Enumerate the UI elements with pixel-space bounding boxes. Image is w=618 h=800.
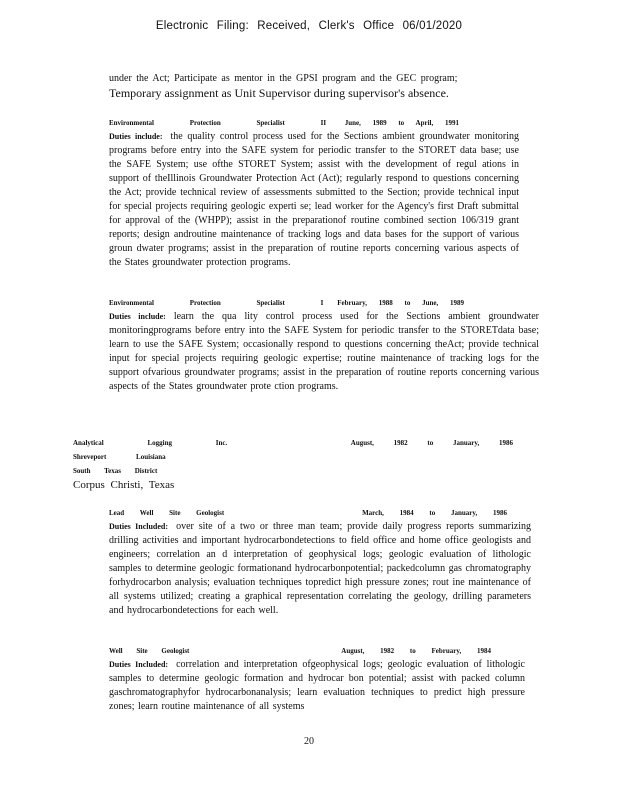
job-title: Lead Well Site Geologist: [109, 509, 225, 517]
intro-block: [109, 72, 501, 101]
job-title: Environmental Protection Specialist II: [109, 119, 327, 127]
employer-dates: August, 1982 to January, 1986: [350, 439, 513, 447]
job-entry-lead-geologist: [109, 506, 531, 618]
duties-text: correlation and interpretation ofgeophysical logs; geologic evaluation of lithologic samples to determine geologic formation and hydrocar bon potential; assist with packed column gaschromatographyfor hydrocarbonanalysis; learn evaluation techniques to predict high pressure zones; learn routine maintenance of all systems: [109, 659, 525, 712]
job-title: Environmental Protection Specialist I: [109, 299, 324, 307]
duties-label: Duties Included:: [109, 522, 169, 531]
intro-line-2: Temporary assignment as Unit Supervisor during supervisor's absence.: [109, 86, 449, 100]
duties-text: over site of a two or three man team; provide daily progress reports summarizing drilling activities and important hydrocarbondetections to field office and home office geologists and engineers; correlation an d interpretation of geophysical logs; geologic evaluation of lithologic samples to determine geologic formationand hydrocarbonpotential; packedcolumn gas chromatography forhydrocarbon analysis; evaluation techniques topredict high pressure zones; rout ine maintenance of all systems utilized; creating a graphical representation correlating the geology, drilling parameters and hydrocarbondetections for each well.: [109, 521, 531, 616]
intro-line-1: under the Act; Participate as mentor in the GPSI program and the GEC program;: [109, 73, 458, 84]
job-dates: February, 1988 to June, 1989: [337, 299, 464, 307]
job-entry-eps1: [109, 296, 539, 394]
job-dates: June, 1989 to April, 1991: [344, 119, 459, 127]
employer-block: [73, 436, 513, 492]
job-dates: August, 1982 to February, 1984: [341, 647, 491, 655]
job-entry-well-site-geologist: [109, 644, 525, 714]
employer-address-1: Shreveport Louisiana: [73, 453, 166, 461]
duties-label: Duties include:: [109, 132, 163, 141]
job-title: Well Site Geologist: [109, 647, 190, 655]
filing-header: Electronic Filing: Received, Clerk's Office 06/01/2020: [155, 20, 463, 32]
job-entry-eps2: [109, 116, 519, 270]
duties-label: Duties include:: [109, 312, 166, 321]
employer-name: Analytical Logging Inc.: [73, 439, 228, 447]
employer-address-2: South Texas District: [73, 467, 158, 475]
page-number: 20: [304, 736, 314, 747]
job-dates: March, 1984 to January, 1986: [362, 509, 507, 517]
duties-text: the quality control process used for the Sections ambient groundwater monitoring programs before entry into the SAFE system for periodic transfer to the STORET data base; use the SAFE System; use ofthe STORET System; assist with the development of regul ations in support of theIllinois Groundwater Protection Act (Act); regularly respond to questions concerning the Act; provide technical review of assessments submitted to the Section; provide technical input for special projects requiring geologic experti se; lead worker for the Agency's first Draft submittal for approval of the (WHPP); assist in the preparationof routine combined section 106/319 grant reports; design androutine maintenance of tracking logs and data bases for the support of various groun dwater programs; assist in the preparation of routine reports concerning various aspects of the States groundwater protection programs.: [109, 131, 519, 268]
duties-text: learn the qua lity control process used for the Sections ambient groundwater monitoringprograms before entry into the SAFE System for periodic transfer to the STORETdata base; learn to use the SAFE System; occasionally respond to questions concerning theAct; provide technical input for special projects requiring geologic expertise; routine maintenance of tracking logs for the support ofvarious groundwater programs; assist in the preparation of routine reports concerning various aspects of the States groundwater prote ction programs.: [109, 311, 539, 392]
employer-address-3: Corpus Christi, Texas: [73, 479, 175, 491]
duties-label: Duties Included:: [109, 660, 169, 669]
